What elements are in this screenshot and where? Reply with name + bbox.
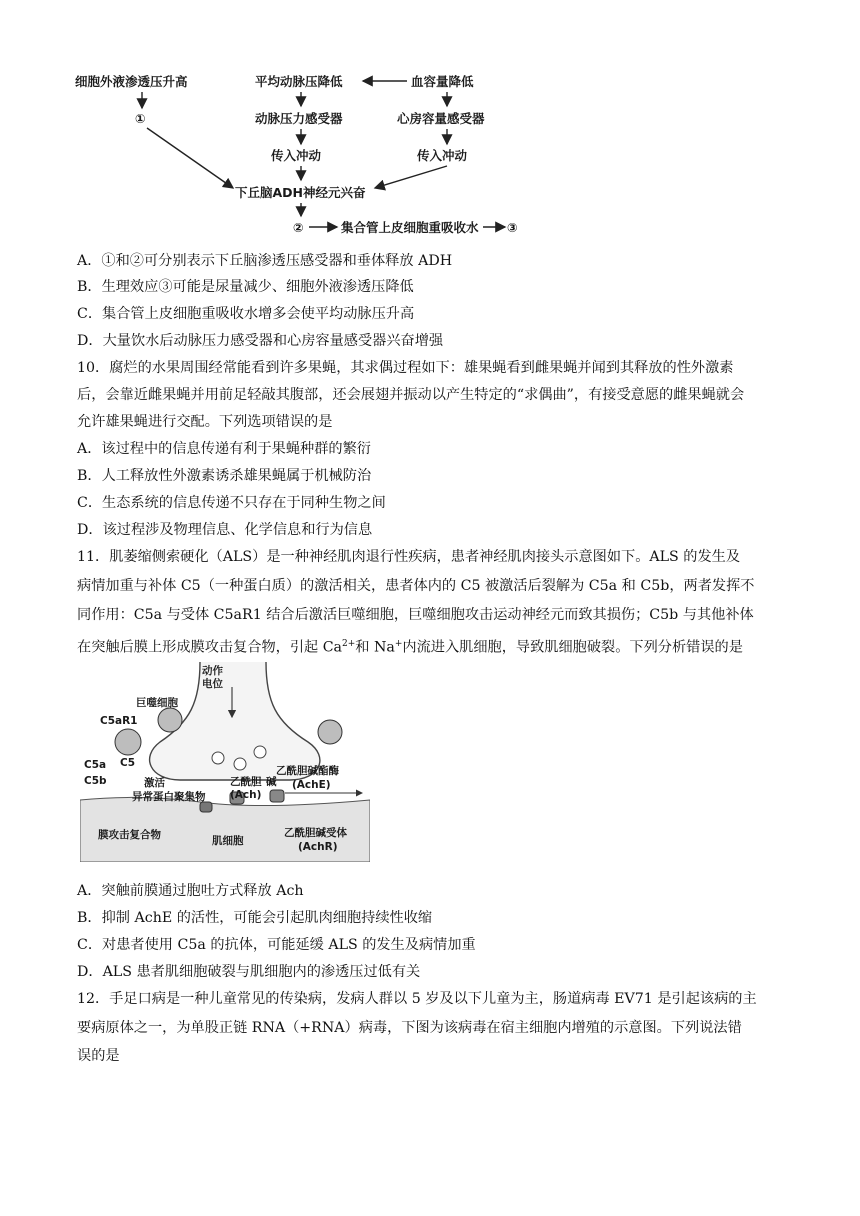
label-action: 动作: [202, 665, 223, 677]
q11-stem-line-1: 11．肌萎缩侧索硬化（ALS）是一种神经肌肉退行性疾病，患者神经肌肉接头示意图如下。ALS 的发生及: [77, 549, 741, 565]
q9-option-b: B．生理效应③可能是尿量减少、细胞外液渗透压降低: [77, 279, 414, 295]
arrow-impulse-right-to-adh: [375, 166, 447, 188]
circle-label-1: ①: [135, 111, 146, 126]
macrophage: [318, 720, 342, 744]
circle-label-3: ③: [507, 220, 518, 235]
membrane-attack-complex: [200, 802, 212, 812]
q11-stem-line-2: 病情加重与补体 C5（一种蛋白质）的激活相关，患者体内的 C5 被激活后裂解为 C5a 和 C5b，两者发挥不: [77, 578, 755, 594]
macrophage: [115, 729, 141, 755]
node-collecting-duct-reabsorption: 集合管上皮细胞重吸收水: [341, 220, 479, 235]
neuromuscular-junction-diagram: [80, 662, 370, 862]
q10-stem-line-1: 10．腐烂的水果周围经常能看到许多果蝇，其求偶过程如下：雄果蝇看到雌果蝇并闻到其释放的性外激素: [77, 360, 734, 376]
node-blood-volume: 血容量降低: [411, 74, 474, 89]
node-mean-arterial-pressure: 平均动脉压降低: [255, 74, 343, 89]
q9-option-d: D．大量饮水后动脉压力感受器和心房容量感受器兴奋增强: [77, 333, 444, 349]
label-ache: 乙酰胆碱酯酶: [276, 765, 339, 777]
q12-stem-line-1: 12．手足口病是一种儿童常见的传染病，发病人群以 5 岁及以下儿童为主，肠道病毒 EV71 是引起该病的主: [77, 991, 757, 1007]
label-ach-abbr: (Ach): [230, 789, 262, 801]
vesicle: [212, 752, 224, 764]
q12-stem-line-2: 要病原体之一，为单股正链 RNA（+RNA）病毒，下图为该病毒在宿主细胞内增殖的示意图。下列说法错: [77, 1020, 742, 1036]
q10-stem-line-3: 允许雄果蝇进行交配。下列选项错误的是: [77, 414, 333, 430]
node-adh-neuron: 下丘脑ADH神经元兴奋: [235, 185, 366, 200]
q9-option-c: C．集合管上皮细胞重吸收水增多会使平均动脉压升高: [77, 306, 415, 322]
node-afferent-impulse-right: 传入冲动: [417, 148, 468, 163]
label-protein-aggregate: 异常蛋白聚集物: [132, 791, 206, 803]
node-afferent-impulse-left: 传入冲动: [271, 148, 322, 163]
vesicle: [234, 758, 246, 770]
circle-label-2: ②: [293, 220, 304, 235]
q11-stem-line-3: 同作用：C5a 与受体 C5aR1 结合后激活巨噬细胞，巨噬细胞攻击运动神经元而致其损伤；C5b 与其他补体: [77, 607, 754, 623]
q9-option-a: A．①和②可分别表示下丘脑渗透压感受器和垂体释放 ADH: [77, 253, 453, 269]
macrophage: [158, 708, 182, 732]
label-c5ar1: C5aR1: [100, 715, 138, 727]
node-arterial-baroreceptor: 动脉压力感受器: [255, 111, 343, 126]
ach-receptor: [270, 790, 284, 802]
vesicle: [254, 746, 266, 758]
q12-stem-line-3: 误的是: [77, 1048, 120, 1064]
q11-option-b: B．抑制 AchE 的活性，可能会引起肌肉细胞持续性收缩: [77, 910, 433, 926]
label-membrane-attack-complex: 膜攻击复合物: [98, 829, 161, 841]
q10-stem-line-2: 后，会靠近雌果蝇并用前足轻敲其腹部，还会展翅并振动以产生特定的“求偶曲”，有接受意愿的雌果蝇就会: [77, 387, 745, 403]
label-macrophage: 巨噬细胞: [136, 697, 178, 709]
label-c5b: C5b: [84, 775, 107, 787]
adh-regulation-diagram: [75, 66, 525, 246]
q11-option-d: D．ALS 患者肌细胞破裂与肌细胞内的渗透压过低有关: [77, 964, 421, 980]
label-c5a: C5a: [84, 759, 107, 771]
label-ach-receptor: 乙酰胆碱受体: [284, 827, 347, 839]
arrow-c1-to-adh: [147, 128, 233, 188]
label-achr-abbr: (AchR): [298, 841, 338, 853]
node-atrial-volume-receptor: 心房容量感受器: [397, 111, 485, 126]
label-muscle-cell: 肌细胞: [212, 835, 244, 847]
label-ach-b: 碱: [266, 776, 277, 788]
label-ache-abbr: (AchE): [292, 779, 331, 791]
q10-option-b: B．人工释放性外激素诱杀雄果蝇属于机械防治: [77, 468, 372, 484]
label-ach-a: 乙酰胆: [230, 776, 262, 788]
node-ecf-osmolarity: 细胞外液渗透压升高: [75, 74, 188, 89]
label-activate: 激活: [144, 777, 165, 789]
label-c5: C5: [120, 757, 136, 769]
q11-option-a: A．突触前膜通过胞吐方式释放 Ach: [77, 883, 304, 899]
q11-stem-line-4: 在突触后膜上形成膜攻击复合物，引起 $Ca^{2+}$和 Na+内流进入肌细胞，导致肌细胞破裂。下列分析错误的是: [77, 639, 743, 656]
q11-option-c: C．对患者使用 C5a 的抗体，可能延缓 ALS 的发生及病情加重: [77, 937, 476, 953]
q10-option-a: A．该过程中的信息传递有利于果蝇种群的繁衍: [77, 441, 371, 457]
q10-option-c: C．生态系统的信息传递不只存在于同种生物之间: [77, 495, 386, 511]
q10-option-d: D．该过程涉及物理信息、化学信息和行为信息: [77, 522, 373, 538]
label-potential: 电位: [202, 678, 223, 690]
